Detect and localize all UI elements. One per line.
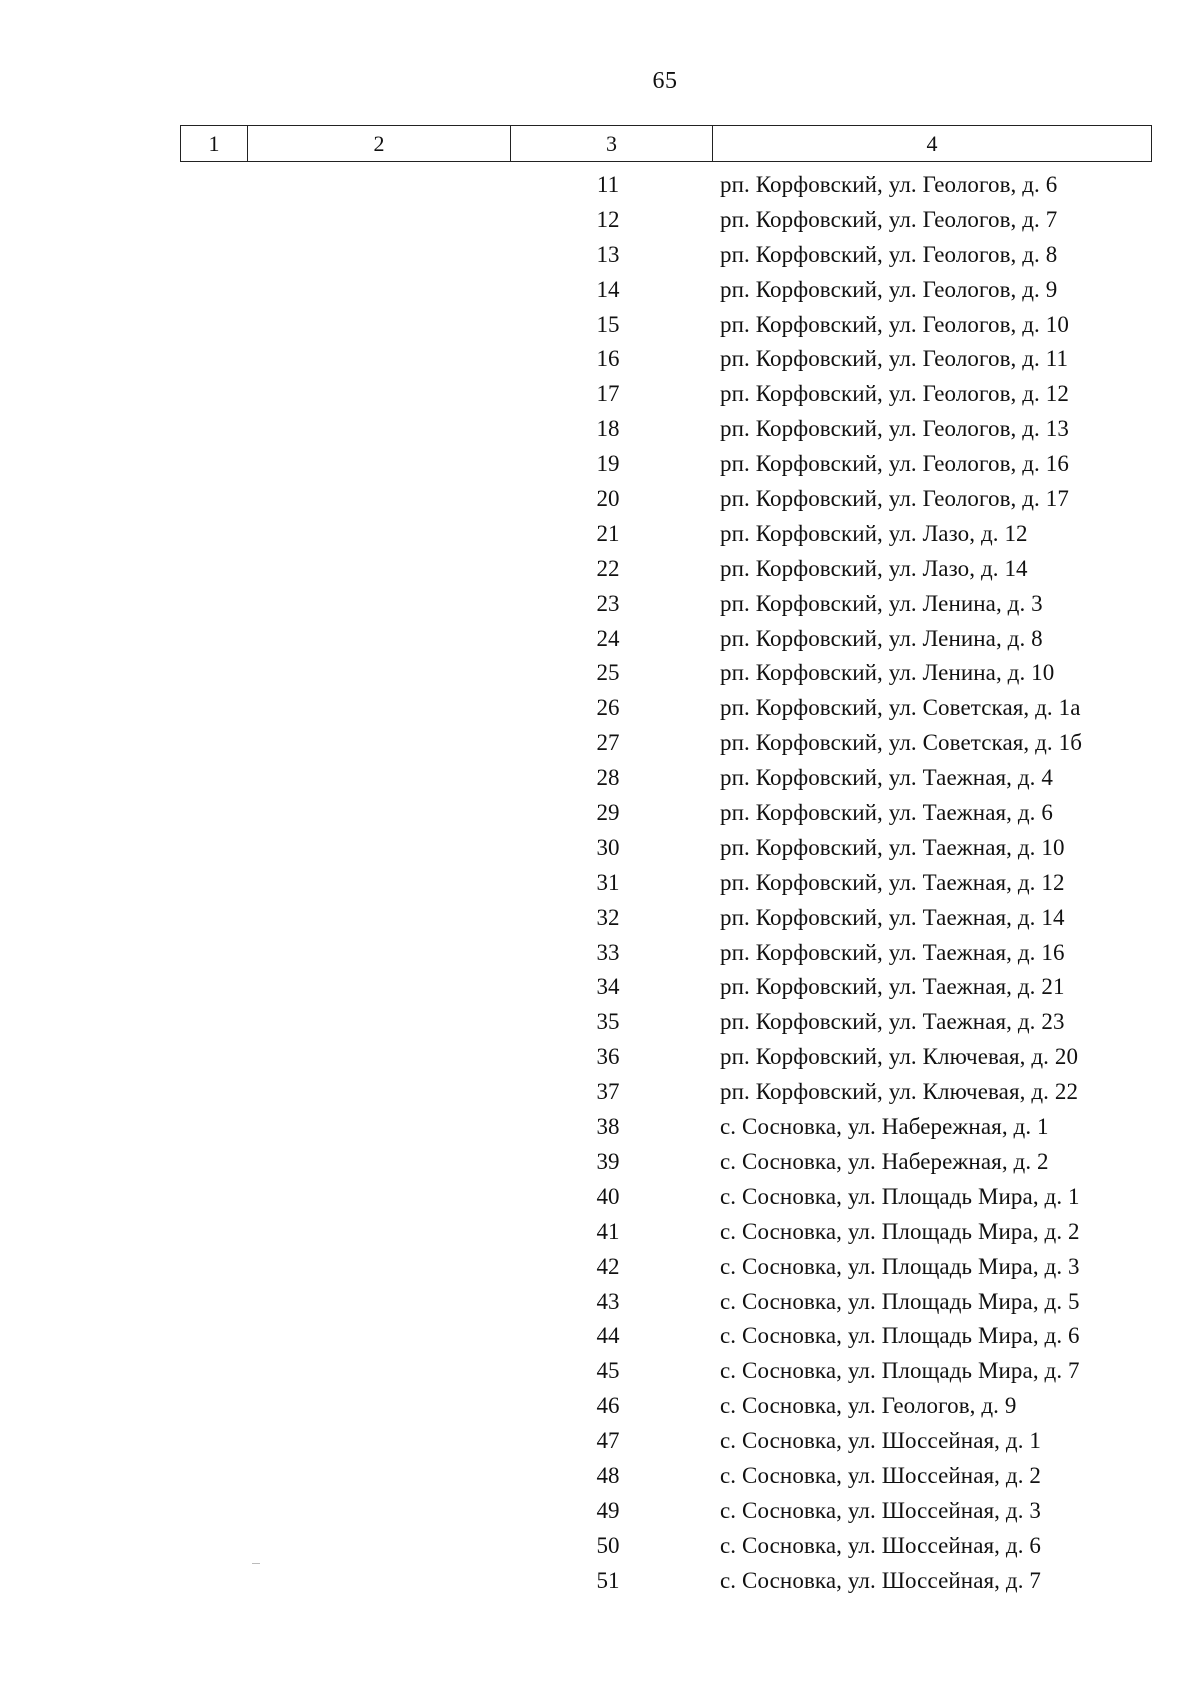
row-address: с. Сосновка, ул. Площадь Мира, д. 2 bbox=[720, 1218, 1080, 1244]
row-address: рп. Корфовский, ул. Таежная, д. 10 bbox=[720, 834, 1065, 860]
page-number: 65 bbox=[652, 68, 678, 94]
table-row bbox=[0, 1180, 1200, 1215]
row-address: с. Сосновка, ул. Шоссейная, д. 2 bbox=[720, 1462, 1041, 1488]
column-header-2: 2 bbox=[248, 126, 511, 162]
table-row bbox=[0, 1494, 1200, 1529]
row-address: с. Сосновка, ул. Шоссейная, д. 6 bbox=[720, 1532, 1041, 1558]
row-number: 51 bbox=[596, 1567, 620, 1593]
row-number: 13 bbox=[596, 241, 620, 267]
row-address: с. Сосновка, ул. Шоссейная, д. 1 bbox=[720, 1428, 1041, 1454]
row-number: 41 bbox=[596, 1218, 620, 1244]
table-row bbox=[0, 1389, 1200, 1424]
row-address: с. Сосновка, ул. Набережная, д. 1 bbox=[720, 1114, 1049, 1140]
row-address: с. Сосновка, ул. Площадь Мира, д. 7 bbox=[720, 1358, 1080, 1384]
row-address: с. Сосновка, ул. Площадь Мира, д. 3 bbox=[720, 1253, 1080, 1279]
table-row bbox=[0, 622, 1200, 657]
table-row bbox=[0, 1250, 1200, 1285]
row-address: с. Сосновка, ул. Площадь Мира, д. 1 bbox=[720, 1183, 1080, 1209]
row-address: рп. Корфовский, ул. Советская, д. 1а bbox=[720, 695, 1081, 721]
row-address: с. Сосновка, ул. Площадь Мира, д. 5 bbox=[720, 1288, 1080, 1314]
row-address: рп. Корфовский, ул. Геологов, д. 9 bbox=[720, 276, 1058, 302]
row-address: рп. Корфовский, ул. Таежная, д. 21 bbox=[720, 974, 1065, 1000]
row-address: рп. Корфовский, ул. Геологов, д. 10 bbox=[720, 311, 1069, 337]
table-row bbox=[0, 691, 1200, 726]
table-row bbox=[0, 831, 1200, 866]
table-row bbox=[0, 517, 1200, 552]
row-address: рп. Корфовский, ул. Таежная, д. 4 bbox=[720, 765, 1053, 791]
table-row bbox=[0, 1040, 1200, 1075]
row-number: 12 bbox=[596, 206, 620, 232]
row-number: 19 bbox=[596, 451, 620, 477]
row-number: 26 bbox=[596, 695, 620, 721]
row-number: 24 bbox=[596, 625, 620, 651]
row-address: рп. Корфовский, ул. Таежная, д. 12 bbox=[720, 869, 1065, 895]
row-number: 44 bbox=[596, 1323, 620, 1349]
table-row bbox=[0, 552, 1200, 587]
row-number: 42 bbox=[596, 1253, 620, 1279]
row-address: рп. Корфовский, ул. Геологов, д. 12 bbox=[720, 381, 1069, 407]
row-address: рп. Корфовский, ул. Геологов, д. 13 bbox=[720, 416, 1069, 442]
row-address: рп. Корфовский, ул. Геологов, д. 8 bbox=[720, 241, 1058, 267]
row-number: 33 bbox=[596, 939, 620, 965]
row-number: 32 bbox=[596, 904, 620, 930]
table-row bbox=[0, 1145, 1200, 1180]
row-number: 47 bbox=[596, 1428, 620, 1454]
row-number: 23 bbox=[596, 590, 620, 616]
row-number: 45 bbox=[596, 1358, 620, 1384]
row-number: 17 bbox=[596, 381, 620, 407]
row-address: рп. Корфовский, ул. Лазо, д. 12 bbox=[720, 520, 1028, 546]
row-address: рп. Корфовский, ул. Ключевая, д. 22 bbox=[720, 1079, 1079, 1105]
table-row bbox=[0, 238, 1200, 273]
row-address: рп. Корфовский, ул. Геологов, д. 17 bbox=[720, 486, 1069, 512]
row-address: рп. Корфовский, ул. Геологов, д. 7 bbox=[720, 206, 1058, 232]
row-address: рп. Корфовский, ул. Таежная, д. 23 bbox=[720, 1009, 1065, 1035]
table-row bbox=[0, 1005, 1200, 1040]
row-address: с. Сосновка, ул. Шоссейная, д. 3 bbox=[720, 1497, 1041, 1523]
row-address: рп. Корфовский, ул. Ленина, д. 3 bbox=[720, 590, 1043, 616]
row-number: 36 bbox=[596, 1044, 620, 1070]
table-row bbox=[0, 1215, 1200, 1250]
table-row bbox=[0, 1529, 1200, 1564]
table-row bbox=[0, 308, 1200, 343]
table-row bbox=[0, 587, 1200, 622]
table-row bbox=[0, 796, 1200, 831]
row-number: 20 bbox=[596, 486, 620, 512]
row-number: 29 bbox=[596, 800, 620, 826]
row-address: рп. Корфовский, ул. Геологов, д. 11 bbox=[720, 346, 1069, 372]
table-row bbox=[0, 1564, 1200, 1599]
row-address: рп. Корфовский, ул. Геологов, д. 6 bbox=[720, 172, 1058, 197]
address-list bbox=[0, 168, 1200, 1599]
row-address: с. Сосновка, ул. Площадь Мира, д. 6 bbox=[720, 1323, 1080, 1349]
table-row bbox=[0, 936, 1200, 971]
row-address: с. Сосновка, ул. Геологов, д. 9 bbox=[720, 1393, 1017, 1419]
row-address: рп. Корфовский, ул. Геологов, д. 16 bbox=[720, 451, 1069, 477]
table-row bbox=[0, 168, 1200, 203]
table-row bbox=[0, 482, 1200, 517]
row-number: 25 bbox=[596, 660, 620, 686]
row-number: 16 bbox=[596, 346, 620, 372]
column-header-3: 3 bbox=[511, 126, 713, 162]
table-row bbox=[0, 866, 1200, 901]
row-number: 28 bbox=[596, 765, 620, 791]
row-number: 14 bbox=[596, 276, 620, 302]
row-number: 40 bbox=[596, 1183, 620, 1209]
row-number: 30 bbox=[596, 834, 620, 860]
row-address: с. Сосновка, ул. Шоссейная, д. 7 bbox=[720, 1567, 1041, 1593]
column-header-4: 4 bbox=[713, 126, 1152, 162]
row-address: рп. Корфовский, ул. Таежная, д. 6 bbox=[720, 800, 1053, 826]
row-number: 31 bbox=[596, 869, 620, 895]
row-number: 18 bbox=[596, 416, 620, 442]
table-row bbox=[0, 1319, 1200, 1354]
row-number: 46 bbox=[596, 1393, 620, 1419]
table-row bbox=[0, 412, 1200, 447]
row-number: 34 bbox=[596, 974, 620, 1000]
table-row bbox=[0, 1110, 1200, 1145]
column-header-1: 1 bbox=[181, 126, 248, 162]
row-number: 11 bbox=[596, 172, 620, 197]
table-row bbox=[0, 726, 1200, 761]
table-row bbox=[0, 447, 1200, 482]
column-header-table bbox=[180, 125, 1152, 162]
row-number: 50 bbox=[596, 1532, 620, 1558]
row-address: рп. Корфовский, ул. Лазо, д. 14 bbox=[720, 555, 1028, 581]
table-row bbox=[0, 273, 1200, 308]
table-row bbox=[0, 1075, 1200, 1110]
row-number: 21 bbox=[596, 520, 620, 546]
row-number: 15 bbox=[596, 311, 620, 337]
row-number: 38 bbox=[596, 1114, 620, 1140]
row-address: рп. Корфовский, ул. Таежная, д. 16 bbox=[720, 939, 1065, 965]
table-row bbox=[0, 203, 1200, 238]
row-number: 22 bbox=[596, 555, 620, 581]
table-row bbox=[0, 1424, 1200, 1459]
row-number: 49 bbox=[596, 1497, 620, 1523]
row-address: рп. Корфовский, ул. Советская, д. 1б bbox=[720, 730, 1083, 756]
table-row bbox=[0, 1285, 1200, 1320]
row-address: рп. Корфовский, ул. Ключевая, д. 20 bbox=[720, 1044, 1079, 1070]
table-row bbox=[0, 970, 1200, 1005]
row-address: рп. Корфовский, ул. Ленина, д. 10 bbox=[720, 660, 1055, 686]
row-number: 43 bbox=[596, 1288, 620, 1314]
row-number: 27 bbox=[596, 730, 620, 756]
table-row bbox=[0, 377, 1200, 412]
table-row bbox=[0, 656, 1200, 691]
table-row bbox=[0, 1459, 1200, 1494]
row-address: с. Сосновка, ул. Набережная, д. 2 bbox=[720, 1148, 1049, 1174]
scan-mark bbox=[252, 1563, 260, 1564]
table-row bbox=[0, 901, 1200, 936]
row-address: рп. Корфовский, ул. Таежная, д. 14 bbox=[720, 904, 1065, 930]
table-row bbox=[0, 1354, 1200, 1389]
row-address: рп. Корфовский, ул. Ленина, д. 8 bbox=[720, 625, 1043, 651]
column-header-row bbox=[181, 126, 1152, 162]
table-row bbox=[0, 761, 1200, 796]
table-row bbox=[0, 342, 1200, 377]
row-number: 35 bbox=[596, 1009, 620, 1035]
row-number: 48 bbox=[596, 1462, 620, 1488]
row-number: 39 bbox=[596, 1148, 620, 1174]
row-number: 37 bbox=[596, 1079, 620, 1105]
